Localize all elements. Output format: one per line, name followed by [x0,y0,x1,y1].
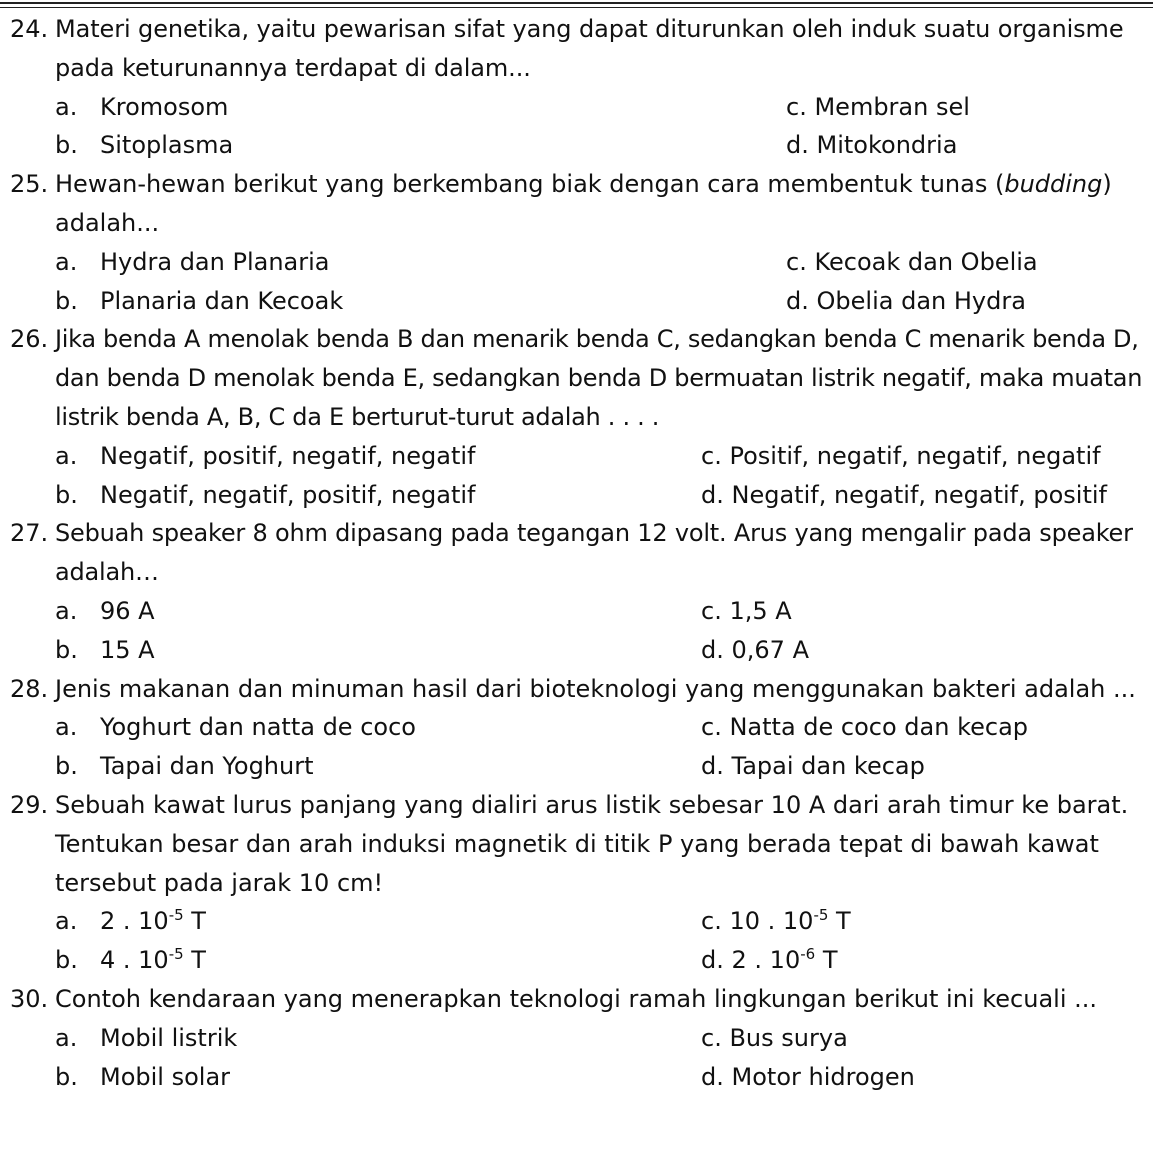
option-b [55,476,691,515]
question-number: 27. [10,519,49,548]
option-letter: a. [55,907,78,936]
option-text: Mobil listrik [100,1023,238,1052]
option-c [786,243,1145,282]
option-a [55,1019,691,1058]
option-unit: T [815,946,838,975]
option-base: 2 . 10 [100,907,169,936]
option-letter: c. [701,713,722,742]
option-d [701,476,1145,515]
option-a [55,88,776,127]
option-a [55,243,776,282]
answer-options [55,437,1145,515]
option-text: Yoghurt dan natta de coco [100,713,416,742]
option-c [786,88,1145,127]
option-letter: a. [55,92,78,121]
option-text: Membran sel [814,92,970,121]
option-b [55,941,691,980]
option-text: Sitoplasma [100,131,234,160]
option-b [55,747,691,786]
option-c [701,592,1145,631]
option-text: Motor hidrogen [731,1062,915,1091]
option-base: 10 . 10 [729,907,814,936]
question-28 [10,670,1145,786]
option-text: Tapai dan kecap [731,752,925,781]
option-letter: a. [55,1023,78,1052]
option-text: 96 A [100,596,155,625]
answer-options [55,88,1145,166]
option-exponent: -5 [168,906,184,925]
option-letter: b. [55,635,78,664]
option-exponent: -6 [800,945,816,964]
option-text: Mobil solar [100,1062,231,1091]
option-letter: b. [55,286,78,315]
option-c [701,1019,1145,1058]
option-letter: a. [55,713,78,742]
question-stem: Sebuah kawat lurus panjang yang dialiri arus listik sebesar 10 A dari arah timur ke barat. Tentukan besar dan arah induksi magnetik di titik P yang berada tepat di bawah kawat tersebut pada jarak 10 cm! [55,790,1129,897]
option-text: Negatif, positif, negatif, negatif [100,441,476,470]
option-d [701,941,1145,980]
option-d [701,747,1145,786]
option-b [55,282,776,321]
question-number: 24. [10,15,49,43]
question-27 [10,514,1145,669]
question-number: 26. [10,325,49,354]
option-text: Negatif, negatif, negatif, positif [731,480,1107,509]
option-base: 4 . 10 [100,946,169,975]
stem-italic-term: budding [1004,170,1103,199]
option-letter: b. [55,480,78,509]
question-stem: Jenis makanan dan minuman hasil dari bioteknologi yang menggunakan bakteri adalah ... [55,674,1136,703]
option-text: Obelia dan Hydra [816,286,1026,315]
option-text: 15 A [100,635,155,664]
answer-options [55,902,1145,980]
option-a [55,592,691,631]
option-text: Planaria dan Kecoak [100,286,344,315]
option-exponent: -5 [813,906,829,925]
option-c [701,708,1145,747]
question-25 [10,165,1145,320]
question-26 [10,320,1145,514]
option-letter: c. [786,247,807,276]
option-text: Positif, negatif, negatif, negatif [729,441,1101,470]
option-letter: d. [786,131,809,160]
option-letter: b. [55,752,78,781]
option-text: Kecoak dan Obelia [814,247,1038,276]
option-c [701,902,1145,941]
option-b [55,631,691,670]
option-unit: T [828,907,851,936]
option-letter: a. [55,441,78,470]
answer-options [55,708,1145,786]
option-d [701,631,1145,670]
option-text: Natta de coco dan kecap [729,713,1029,742]
answer-options [55,592,1145,670]
question-number: 28. [10,674,49,703]
option-letter: c. [786,92,807,121]
stem-text: ) adalah... [55,170,1112,237]
header-rule-thin [0,7,1153,8]
question-number: 30. [10,984,49,1013]
question-stem: Sebuah speaker 8 ohm dipasang pada tegangan 12 volt. Arus yang mengalir pada speaker adalah… [55,519,1133,587]
answer-options [55,1019,1145,1097]
option-letter: a. [55,247,78,276]
option-text: Bus surya [729,1023,848,1052]
question-stem: Contoh kendaraan yang menerapkan teknologi ramah lingkungan berikut ini kecuali ... [55,984,1097,1013]
option-a [55,708,691,747]
option-text: Tapai dan Yoghurt [100,752,314,781]
option-c [701,437,1145,476]
question-24 [10,10,1145,165]
option-letter: d. [701,1062,724,1091]
option-b [55,126,776,165]
question-stem: Materi genetika, yaitu pewarisan sifat yang dapat diturunkan oleh induk suatu organisme pada keturunannya terdapat di dalam... [55,15,1124,82]
option-letter: c. [701,1023,722,1052]
header-rule-thick [0,2,1153,4]
option-letter: d. [701,480,724,509]
option-letter: c. [701,907,722,936]
question-30 [10,980,1145,1096]
option-d [786,126,1145,165]
option-base: 2 . 10 [731,946,801,975]
option-letter: b. [55,946,78,975]
option-letter: b. [55,131,78,160]
option-letter: d. [701,946,724,975]
question-number: 25. [10,170,49,199]
option-d [701,1058,1145,1097]
option-text: Kromosom [100,92,229,121]
answer-options [55,243,1145,321]
option-letter: d. [701,635,724,664]
option-unit: T [183,907,206,936]
option-text: Mitokondria [816,131,958,160]
question-stem: Jika benda A menolak benda B dan menarik benda C, sedangkan benda C menarik benda D, dan benda D menolak benda E, sedangkan benda D bermuatan listrik negatif, maka muatan listrik benda A, B, C da E berturut-turut adalah . . . . [55,325,1143,431]
exam-page [10,10,1145,1096]
option-text: Negatif, negatif, positif, negatif [100,480,476,509]
option-a [55,902,691,941]
option-exponent: -5 [168,945,184,964]
option-letter: c. [701,596,722,625]
option-letter: a. [55,596,78,625]
option-letter: c. [701,441,722,470]
option-a [55,437,691,476]
option-d [786,282,1145,321]
option-letter: d. [701,752,724,781]
option-text: 0,67 A [731,635,809,664]
question-29 [10,786,1145,980]
option-unit: T [183,946,206,975]
option-letter: b. [55,1062,78,1091]
question-stem [55,165,1145,243]
option-b [55,1058,691,1097]
question-number: 29. [10,790,49,819]
option-letter: d. [786,286,809,315]
option-text: Hydra dan Planaria [100,247,330,276]
stem-text: Hewan-hewan berikut yang berkembang biak dengan cara membentuk tunas ( [55,170,1005,199]
option-text: 1,5 A [729,596,792,625]
